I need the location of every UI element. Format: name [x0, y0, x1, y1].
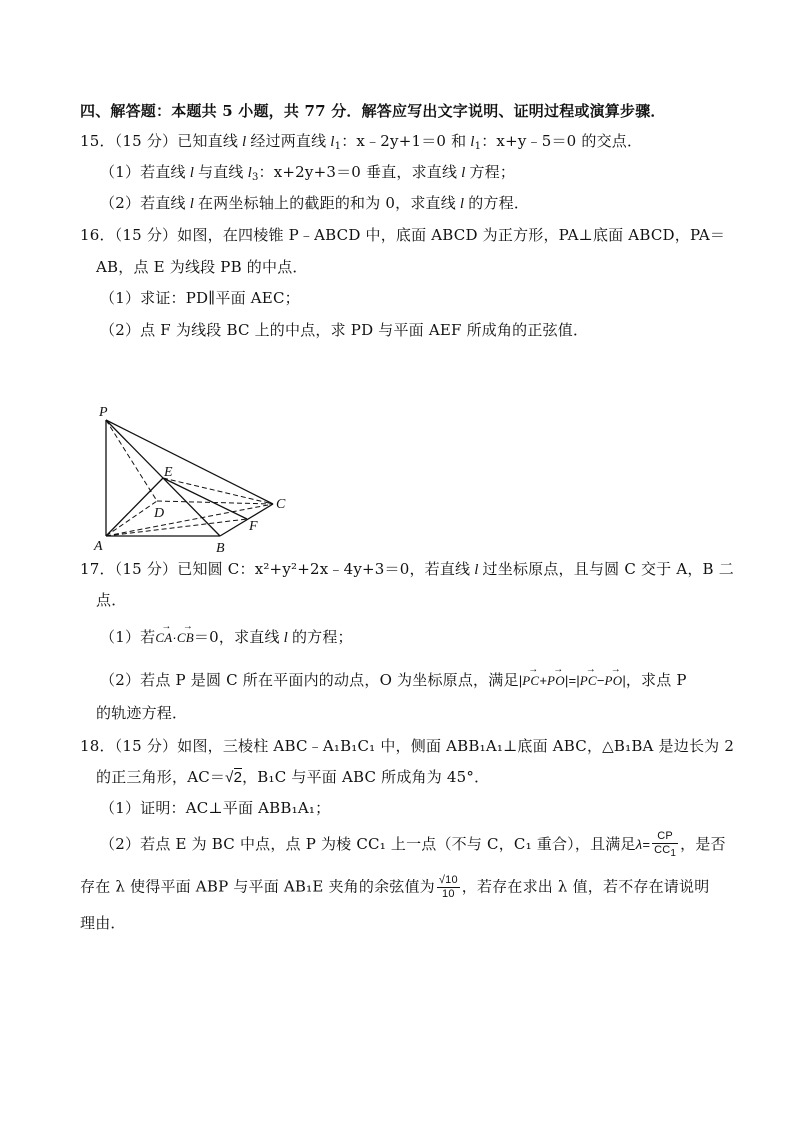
- fraction-sqrt10-over-10: $\frac{√10}{10}$: [438, 874, 458, 900]
- q17-stem-line1: 17．（15 分）已知圆 C：x²+y²+2x﹣4y+3＝0，若直线 l 过坐标原点，且与圆 C 交于 A，B 二: [80, 560, 734, 578]
- q16-part2: （2）点 F 为线段 BC 上的中点，求 PD 与平面 AEF 所成角的正弦值．: [100, 321, 589, 339]
- q18-part2: （2）若点 E 为 BC 中点，点 P 为棱 CC₁ 上一点（不与 C，C₁ 重合），且满足λ= $\frac{CP}{CC_1}$ ，是否: [100, 830, 726, 859]
- label-P: P: [99, 405, 108, 420]
- label-A: A: [94, 539, 103, 554]
- q16-stem-line2: AB，点 E 为线段 PB 的中点．: [96, 258, 308, 276]
- edge-BC: [220, 504, 273, 536]
- q16-stem-line1: 16．（15 分）如图，在四棱锥 P﹣ABCD 中，底面 ABCD 为正方形，PA⊥底面 ABCD，PA＝: [80, 226, 726, 244]
- label-B: B: [216, 541, 225, 556]
- q15-stem: 15．（15 分）已知直线 l 经过两直线 $l_1$：x﹣2y+1＝0 和 $l_1$：x+y﹣5＝0 的交点．: [80, 132, 643, 152]
- q15-number: 15．（15 分）已知直线: [80, 132, 239, 150]
- q18-stem-line2: 的正三角形，AC＝√2，B₁C 与平面 ABC 所成角为 45°．: [96, 768, 490, 786]
- pyramid-figure: [90, 400, 300, 560]
- q18-stem-line1: 18．（15 分）如图，三棱柱 ABC﹣A₁B₁C₁ 中，侧面 ABB₁A₁⊥底面 ABC，△B₁BA 是边长为 2: [80, 737, 735, 755]
- q15-part2: （2）若直线 l 在两坐标轴上的截距的和为 0，求直线 l 的方程．: [100, 194, 530, 212]
- label-D: D: [154, 506, 165, 521]
- q17-stem-line2: 点．: [96, 591, 127, 609]
- q15-part1: （1）若直线 l 与直线 $l_3$：x+2y+3＝0 垂直，求直线 l 方程；: [100, 163, 516, 183]
- label-E: E: [164, 465, 173, 480]
- label-C: C: [276, 497, 286, 512]
- q16-part1: （1）求证：PD∥平面 AEC；: [100, 289, 300, 307]
- section-title: 四、解答题：本题共 5 小题，共 77 分．解答应写出文字说明、证明过程或演算步骤．: [80, 102, 666, 120]
- q18-part1: （1）证明：AC⊥平面 ABB₁A₁；: [100, 799, 331, 817]
- q17-part1: （1）若→ CA·→ CB＝0，求直线 l 的方程；: [100, 627, 353, 648]
- q17-part2-cont: 的轨迹方程．: [96, 704, 188, 722]
- edge-AC: [106, 504, 273, 536]
- edge-EC: [163, 478, 273, 504]
- fraction-cp-cc1: $\frac{CP}{CC_1}$: [654, 830, 677, 859]
- label-F: F: [249, 519, 258, 534]
- q18-part2-line3: 理由．: [80, 914, 126, 932]
- q17-part2: （2）若点 P 是圆 C 所在平面内的动点，O 为坐标原点，满足|→ PC+→ PO|=|→ PC−→ PO|，求点 P: [100, 670, 687, 691]
- q18-part2-line2: 存在 λ 使得平面 ABP 与平面 AB₁E 夹角的余弦值为 $\frac{√10}{10}$ ，若存在求出 λ 值，若不存在请说明: [80, 874, 710, 900]
